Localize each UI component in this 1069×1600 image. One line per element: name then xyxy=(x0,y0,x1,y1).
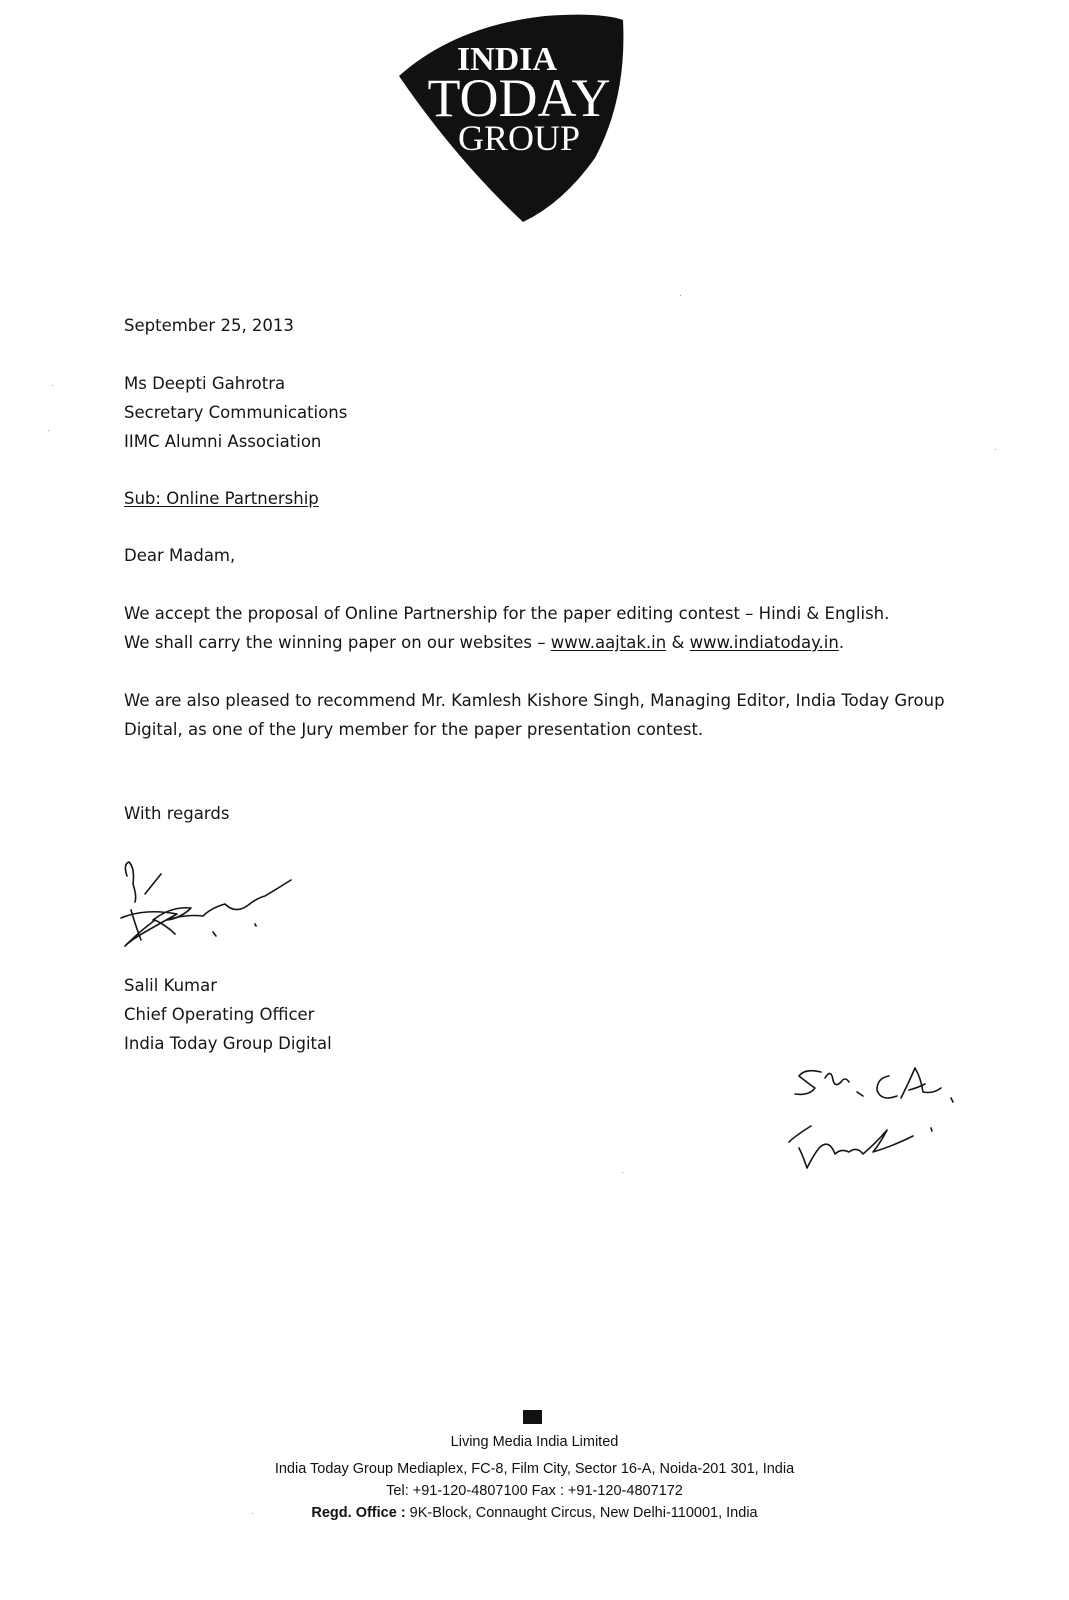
aajtak-link[interactable]: www.aajtak.in xyxy=(550,633,667,652)
footer-square-mark xyxy=(523,1410,542,1424)
paragraph-1-line-1: We accept the proposal of Online Partnership for the paper editing contest – Hindi & English. xyxy=(124,604,890,623)
letter-closing: With regards xyxy=(124,804,230,823)
paragraph-1-line-2 xyxy=(124,628,889,657)
scan-speck xyxy=(622,1172,623,1173)
logo-text-india: INDIA xyxy=(456,41,558,78)
handwritten-initials xyxy=(785,1058,970,1178)
letter-subject: Sub: Online Partnership xyxy=(124,489,319,508)
recipient-name: Ms Deepti Gahrotra xyxy=(124,374,286,393)
recipient-title: Secretary Communications xyxy=(124,403,348,422)
scan-speck xyxy=(52,385,53,386)
logo-text-today: TODAY xyxy=(427,68,611,128)
footer-registered-office xyxy=(0,1505,1069,1521)
footer-regd-address: 9K-Block, Connaught Circus, New Delhi-110001, India xyxy=(405,1505,758,1521)
ampersand: & xyxy=(666,633,690,652)
sentence-period: . xyxy=(838,633,845,652)
scan-speck xyxy=(680,295,681,296)
footer-phone: Tel: +91-120-4807100 Fax : +91-120-4807172 xyxy=(386,1483,683,1499)
logo-text-group: GROUP xyxy=(457,118,581,158)
letter-salutation: Dear Madam, xyxy=(124,546,236,565)
scan-speck xyxy=(252,1513,253,1514)
signatory-block xyxy=(124,971,332,1058)
india-today-group-logo xyxy=(395,8,633,230)
signatory-name: Salil Kumar xyxy=(124,976,218,995)
recipient-organization: IIMC Alumni Association xyxy=(124,432,322,451)
paragraph-2-line-1: We are also pleased to recommend Mr. Kamlesh Kishore Singh, Managing Editor, India Today Group xyxy=(124,691,945,710)
scan-speck xyxy=(995,449,996,450)
recipient-block xyxy=(124,369,347,456)
letter-date: September 25, 2013 xyxy=(124,316,294,335)
signatory-organization: India Today Group Digital xyxy=(124,1034,332,1053)
paragraph-jury xyxy=(124,686,945,744)
signatory-title: Chief Operating Officer xyxy=(124,1005,315,1024)
paragraph-partnership xyxy=(124,599,889,657)
indiatoday-link[interactable]: www.indiatoday.in xyxy=(689,633,839,652)
signature-scribble xyxy=(115,858,305,950)
scan-speck xyxy=(48,430,49,431)
paragraph-2-line-2: Digital, as one of the Jury member for the paper presentation contest. xyxy=(124,720,704,739)
websites-prefix: We shall carry the winning paper on our websites – xyxy=(124,633,551,652)
footer-address: India Today Group Mediaplex, FC-8, Film City, Sector 16-A, Noida-201 301, India xyxy=(274,1461,795,1477)
footer-company: Living Media India Limited xyxy=(450,1434,619,1450)
footer-regd-label: Regd. Office : xyxy=(311,1505,406,1521)
